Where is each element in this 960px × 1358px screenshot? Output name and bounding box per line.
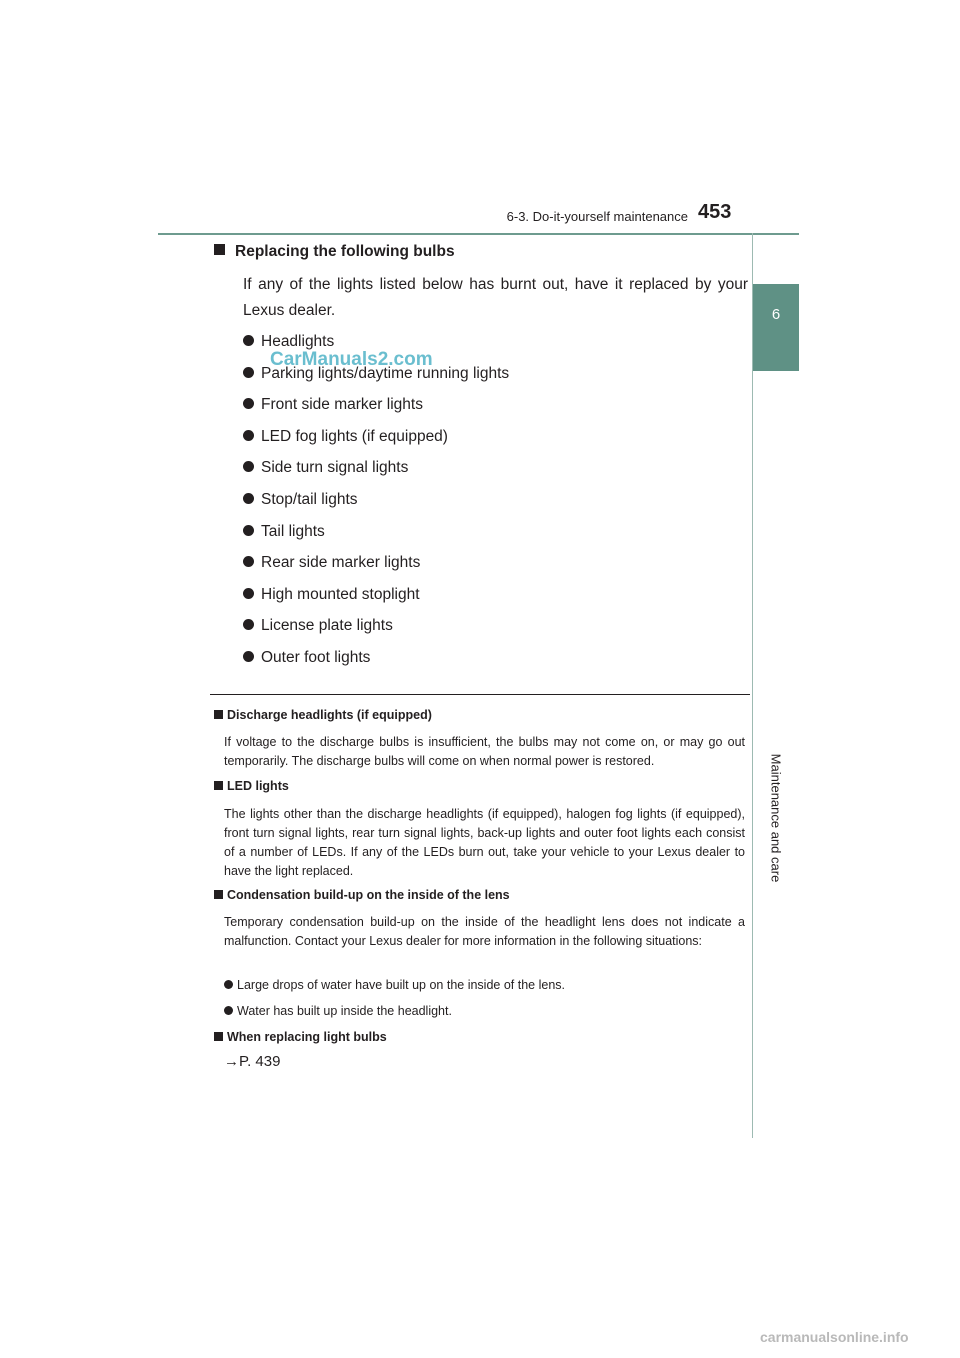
bullet-icon: [224, 980, 233, 989]
page-reference-link[interactable]: →P. 439: [224, 1053, 281, 1070]
section-heading-text: Replacing the following bulbs: [235, 243, 455, 260]
bullet-icon: [243, 493, 254, 504]
bullet-icon: [243, 335, 254, 346]
bullet-icon: [243, 430, 254, 441]
list-item: Front side marker lights: [243, 392, 509, 424]
bullet-icon: [243, 651, 254, 662]
list-item: LED fog lights (if equipped): [243, 424, 509, 456]
note-heading: LED lights: [214, 779, 289, 793]
list-item: Rear side marker lights: [243, 550, 509, 582]
header-rule: [158, 233, 799, 235]
list-item: License plate lights: [243, 613, 509, 645]
section-title: 6-3. Do-it-yourself maintenance: [506, 209, 688, 224]
notes-divider: [210, 694, 750, 695]
intro-paragraph: If any of the lights listed below has burnt out, have it replaced by your Lexus dealer.: [243, 276, 748, 319]
section-heading: [214, 243, 455, 261]
list-item: Side turn signal lights: [243, 455, 509, 487]
page-number: 453: [698, 201, 732, 223]
bullet-icon: [243, 367, 254, 378]
bullet-icon: [243, 588, 254, 599]
note-heading: When replacing light bulbs: [214, 1030, 387, 1044]
list-item: Tail lights: [243, 519, 509, 551]
square-bullet-icon: [214, 890, 223, 899]
square-bullet-icon: [214, 781, 223, 790]
bulb-list: [243, 329, 509, 677]
bullet-icon: [243, 398, 254, 409]
square-bullet-icon: [214, 1032, 223, 1041]
chapter-tab: [753, 284, 799, 371]
note-list-item: Large drops of water have built up on the inside of the lens.: [224, 978, 565, 992]
bullet-icon: [243, 461, 254, 472]
note-list-item: Water has built up inside the headlight.: [224, 1004, 452, 1018]
watermark: CarManuals2.com: [270, 349, 433, 370]
list-item: Outer foot lights: [243, 645, 509, 677]
footer-watermark: carmanualsonline.info: [760, 1329, 909, 1345]
note-body: If voltage to the discharge bulbs is insufficient, the bulbs may not come on, or may go out temporarily. The discharge bulbs will come on when normal power is restored.: [224, 735, 745, 768]
bullet-icon: [224, 1006, 233, 1015]
bullet-icon: [243, 619, 254, 630]
note-heading: Condensation build-up on the inside of the lens: [214, 888, 510, 902]
note-body: Temporary condensation build-up on the inside of the headlight lens does not indicate a malfunction. Contact your Lexus dealer for more information in the following situations:: [224, 915, 745, 948]
bullet-icon: [243, 525, 254, 536]
square-bullet-icon: [214, 244, 225, 255]
note-body: The lights other than the discharge headlights (if equipped), halogen fog lights (if equipped), front turn signal lights, rear turn signal lights, back-up lights and outer foot lights each consist of a number of LEDs. If any of the LEDs burn out, take your vehicle to your Lexus dealer to have the light replaced.: [224, 807, 745, 878]
bullet-icon: [243, 556, 254, 567]
chapter-label: Maintenance and care: [768, 753, 784, 883]
chapter-number: 6: [771, 306, 781, 323]
list-item: High mounted stoplight: [243, 582, 509, 614]
list-item: Headlights: [243, 329, 509, 361]
list-item: Stop/tail lights: [243, 487, 509, 519]
note-heading: Discharge headlights (if equipped): [214, 708, 432, 722]
square-bullet-icon: [214, 710, 223, 719]
list-item: Parking lights/daytime running lights: [243, 361, 509, 393]
